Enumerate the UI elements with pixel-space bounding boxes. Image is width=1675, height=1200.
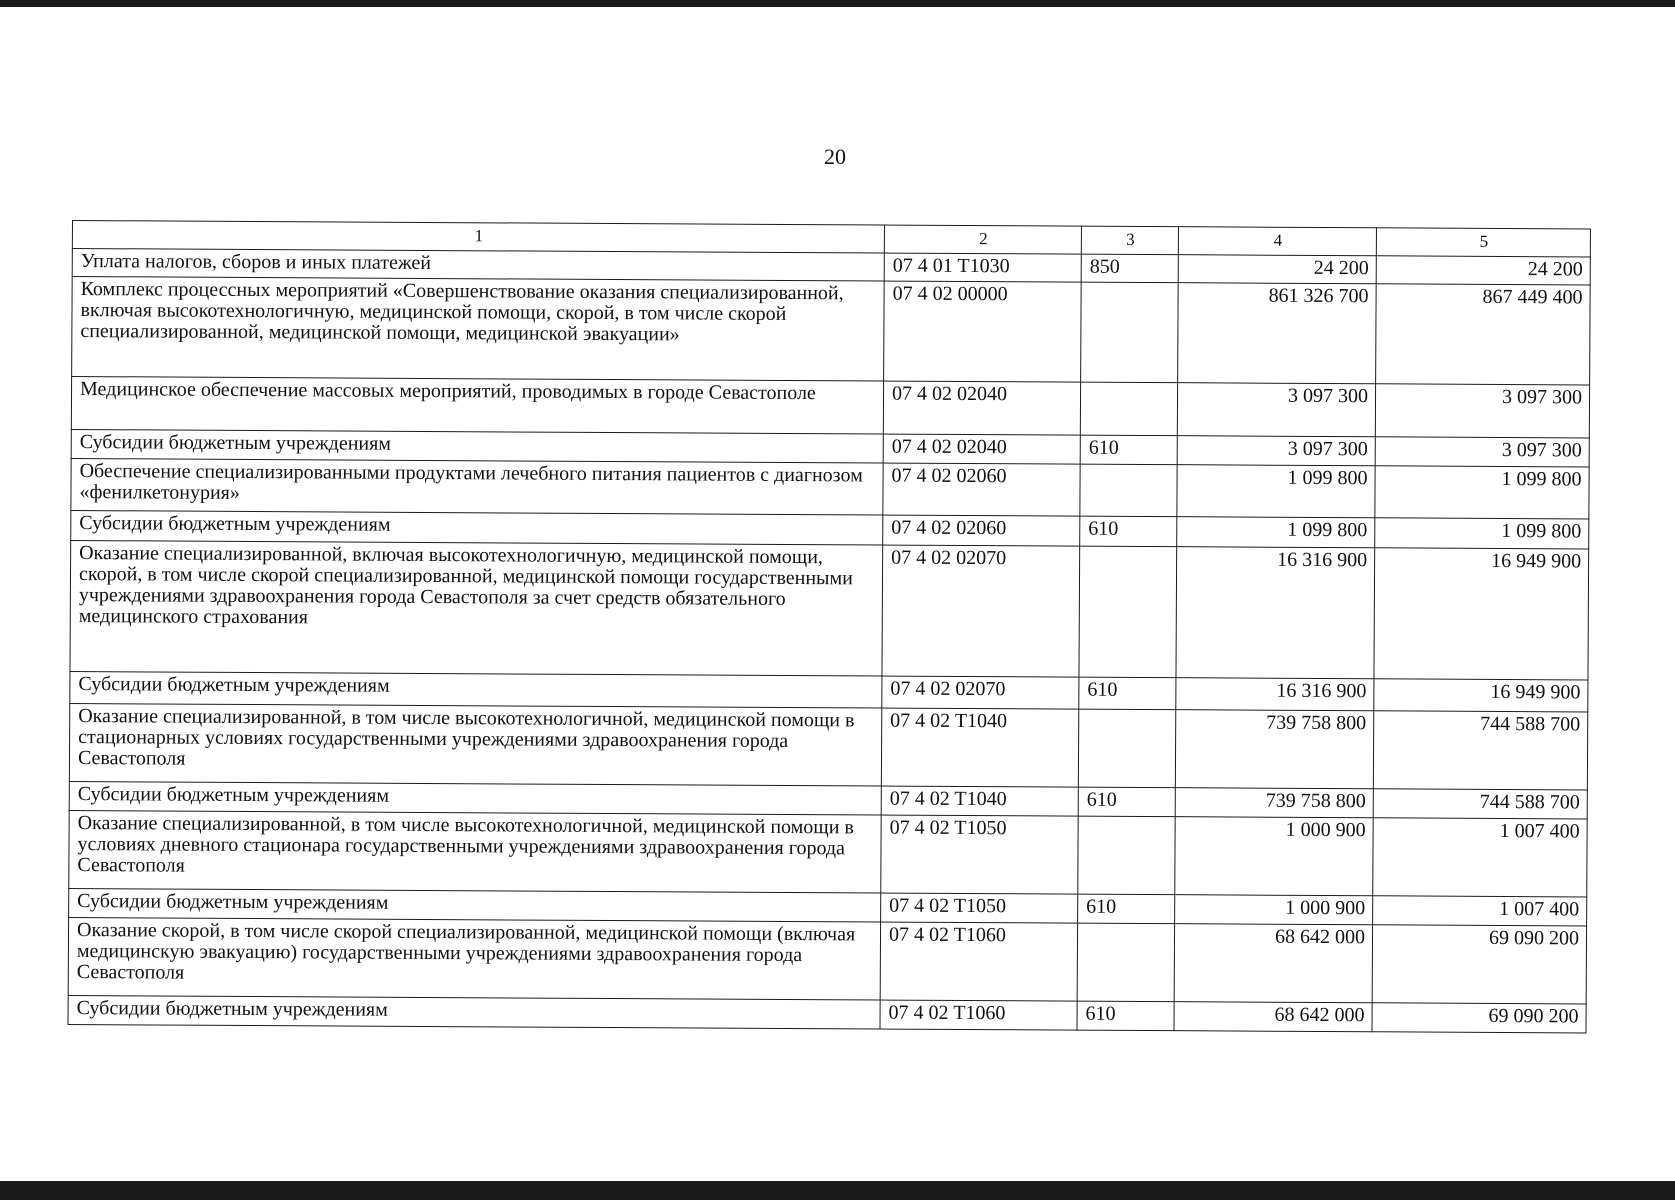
- row-expense-type-cell: [1079, 546, 1177, 678]
- row-name-cell: Субсидии бюджетным учреждениям: [69, 888, 881, 922]
- row-amount-year1-cell: 1 099 800: [1177, 465, 1375, 518]
- row-amount-year1-cell: 3 097 300: [1177, 383, 1375, 437]
- table-row: [71, 377, 1589, 438]
- row-expense-type-cell: [1077, 923, 1174, 1002]
- row-name-cell: Уплата налогов, сборов и иных платежей: [72, 249, 884, 282]
- row-expense-type-cell: 850: [1081, 254, 1178, 283]
- row-amount-year2-cell: 69 090 200: [1372, 1003, 1586, 1033]
- page-number: 20: [824, 144, 846, 169]
- row-expense-type-cell: [1081, 282, 1179, 383]
- row-expense-type-cell: [1080, 382, 1177, 436]
- table-row: [68, 917, 1586, 1003]
- row-amount-year2-cell: 24 200: [1376, 256, 1590, 285]
- row-expense-type-cell: 610: [1079, 677, 1176, 710]
- row-expense-type-cell: 610: [1078, 787, 1175, 817]
- row-code-cell: 07 4 02 T1040: [881, 708, 1078, 787]
- row-amount-year1-cell: 68 642 000: [1174, 1002, 1372, 1032]
- row-code-cell: 07 4 01 T1030: [884, 253, 1081, 282]
- row-name-cell: Комплекс процессных мероприятий «Совершенствование оказания специализированной, включая высокотехнологичную, медицинской помощи, скорой, в том числе скорой специализированной, медицинской помощи, медицинской эвакуации»: [72, 277, 885, 382]
- table-row: [72, 277, 1591, 385]
- row-code-cell: 07 4 02 02070: [882, 545, 1080, 677]
- row-amount-year1-cell: 739 758 800: [1175, 788, 1373, 818]
- row-amount-year1-cell: 861 326 700: [1178, 283, 1377, 384]
- row-expense-type-cell: 610: [1080, 435, 1177, 465]
- row-amount-year1-cell: 1 099 800: [1177, 517, 1375, 548]
- header-cell-4: 4: [1178, 227, 1376, 256]
- row-code-cell: 07 4 02 T1060: [880, 922, 1077, 1001]
- row-amount-year2-cell: 744 588 700: [1373, 789, 1587, 819]
- row-expense-type-cell: [1080, 464, 1177, 517]
- row-code-cell: 07 4 02 02040: [883, 381, 1080, 435]
- header-cell-1: 1: [72, 221, 884, 254]
- table-row: [69, 703, 1587, 789]
- scan-border-top: [0, 0, 1675, 7]
- row-name-cell: Обеспечение специализированными продуктами лечебного питания пациентов с диагнозом «фенилкетонурия»: [71, 458, 883, 515]
- row-amount-year2-cell: 1 099 800: [1375, 466, 1589, 519]
- row-name-cell: Субсидии бюджетным учреждениям: [71, 429, 883, 463]
- row-amount-year1-cell: 1 000 900: [1175, 817, 1373, 896]
- budget-table-container: [68, 220, 1591, 1033]
- row-code-cell: 07 4 02 T1050: [881, 893, 1078, 923]
- row-amount-year2-cell: 3 097 300: [1375, 437, 1589, 467]
- row-name-cell: Оказание скорой, в том числе скорой специализированной, медицинской помощи (включая медицинскую эвакуацию) государственными учреждениями здравоохранения города Севастополя: [68, 917, 880, 1000]
- row-amount-year1-cell: 16 316 900: [1176, 678, 1374, 711]
- row-name-cell: Субсидии бюджетным учреждениям: [69, 781, 881, 815]
- row-name-cell: Субсидии бюджетным учреждениям: [70, 671, 882, 708]
- row-amount-year2-cell: 16 949 900: [1374, 548, 1589, 680]
- row-code-cell: 07 4 02 T1040: [881, 786, 1078, 816]
- row-expense-type-cell: [1078, 816, 1175, 895]
- row-code-cell: 07 4 02 00000: [884, 281, 1082, 382]
- row-amount-year1-cell: 1 000 900: [1175, 895, 1373, 925]
- row-code-cell: 07 4 02 02060: [883, 515, 1080, 546]
- row-name-cell: Оказание специализированной, в том числе высокотехнологичной, медицинской помощи в стационарных условиях государственными учреждениями здравоохранения города Севастополя: [69, 703, 881, 786]
- row-amount-year1-cell: 739 758 800: [1175, 710, 1373, 789]
- row-code-cell: 07 4 02 02060: [883, 463, 1080, 516]
- row-name-cell: Медицинское обеспечение массовых мероприятий, проводимых в городе Севастополе: [71, 377, 883, 435]
- budget-table: [68, 220, 1591, 1033]
- row-code-cell: 07 4 02 02040: [883, 434, 1080, 464]
- row-amount-year2-cell: 16 949 900: [1374, 679, 1588, 712]
- row-amount-year1-cell: 16 316 900: [1176, 547, 1375, 679]
- row-expense-type-cell: 610: [1080, 516, 1177, 547]
- row-amount-year1-cell: 24 200: [1178, 255, 1376, 284]
- table-row: [71, 458, 1589, 518]
- header-cell-2: 2: [884, 225, 1081, 254]
- row-code-cell: 07 4 02 T1060: [880, 1000, 1077, 1030]
- header-cell-3: 3: [1081, 226, 1178, 255]
- row-name-cell: Оказание специализированной, в том числе высокотехнологичной, медицинской помощи в условиях дневного стационара государственными учреждениями здравоохранения города Севастополя: [69, 810, 881, 893]
- row-name-cell: Субсидии бюджетным учреждениям: [68, 995, 880, 1029]
- row-amount-year2-cell: 1 007 400: [1373, 896, 1587, 926]
- row-amount-year2-cell: 3 097 300: [1375, 384, 1589, 438]
- row-amount-year2-cell: 867 449 400: [1376, 284, 1591, 385]
- row-expense-type-cell: [1078, 709, 1175, 788]
- row-amount-year2-cell: 744 588 700: [1373, 711, 1587, 790]
- row-amount-year2-cell: 69 090 200: [1372, 925, 1586, 1004]
- row-amount-year2-cell: 1 007 400: [1373, 818, 1587, 897]
- table-row: [69, 810, 1587, 896]
- row-amount-year1-cell: 3 097 300: [1177, 436, 1375, 466]
- row-expense-type-cell: 610: [1077, 1001, 1174, 1031]
- row-amount-year1-cell: 68 642 000: [1174, 924, 1372, 1003]
- scan-border-bottom: [0, 1181, 1675, 1200]
- row-expense-type-cell: 610: [1078, 894, 1175, 924]
- row-amount-year2-cell: 1 099 800: [1375, 518, 1589, 549]
- row-name-cell: Субсидии бюджетным учреждениям: [71, 510, 883, 545]
- table-row: [70, 540, 1589, 679]
- row-code-cell: 07 4 02 02070: [882, 676, 1079, 709]
- row-code-cell: 07 4 02 T1050: [881, 815, 1078, 894]
- header-cell-5: 5: [1376, 228, 1590, 257]
- row-name-cell: Оказание специализированной, включая высокотехнологичную, медицинской помощи, скорой, в том числе скорой специализированной, медицинской помощи государственными учреждениями здравоохранения города Севастополя за счет средств обязательного медицинского страхования: [70, 540, 883, 676]
